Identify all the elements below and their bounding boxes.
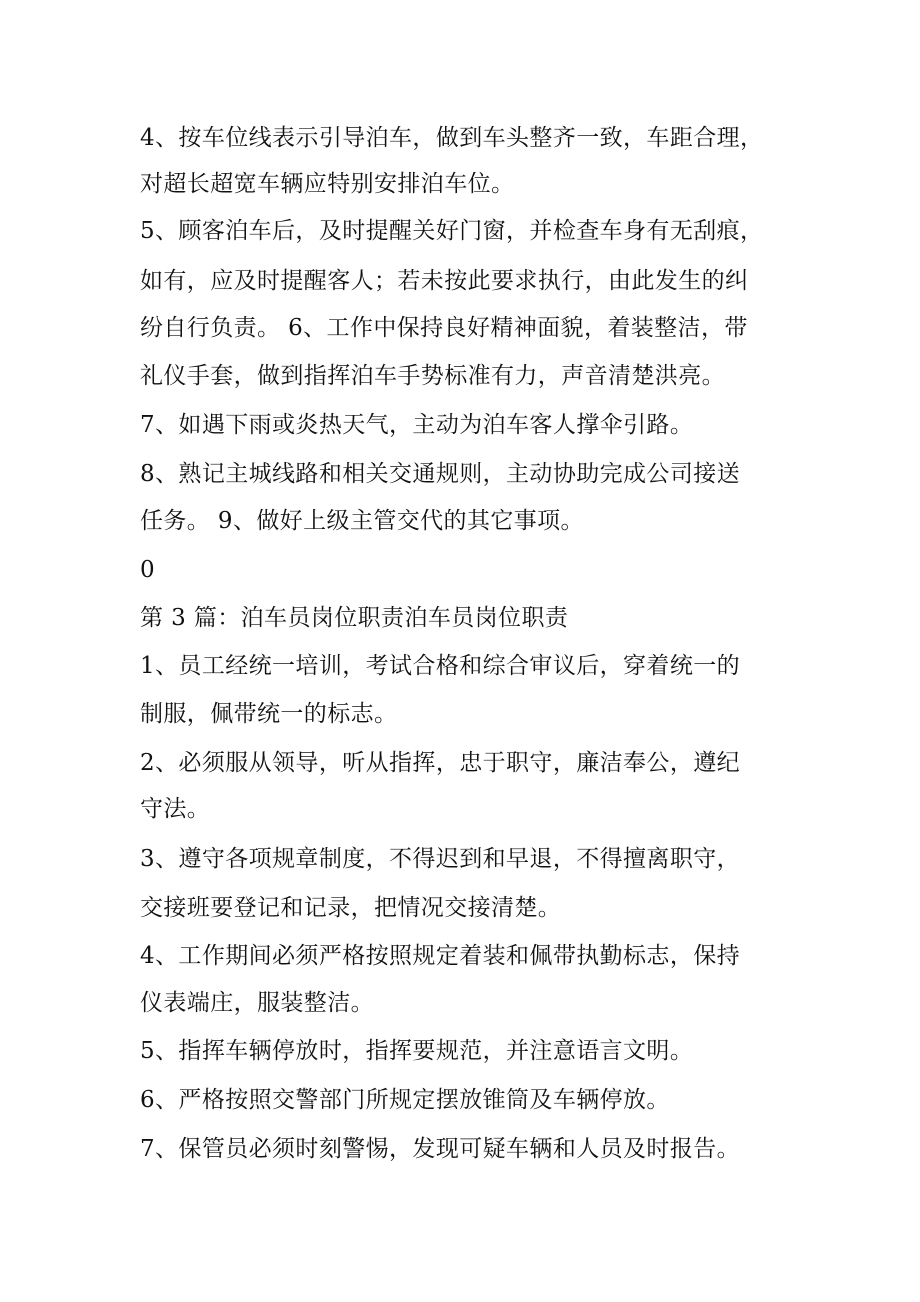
text-line: 8、熟记主城线路和相关交通规则，主动协助完成公司接送 xyxy=(140,461,741,487)
text-line: 6、严格按照交警部门所规定摆放锥筒及车辆停放。 xyxy=(140,1087,670,1113)
text-line: 4、工作期间必须严格按照规定着装和佩带执勤标志，保持 xyxy=(140,943,741,969)
text-line: 5、指挥车辆停放时，指挥要规范，并注意语言文明。 xyxy=(140,1038,694,1064)
text-line: 纷自行负责。 6、工作中保持良好精神面貌，着装整洁，带 xyxy=(140,315,748,341)
text-line: 3、遵守各项规章制度，不得迟到和早退，不得擅离职守， xyxy=(140,846,741,872)
text-line: 制服，佩带统一的标志。 xyxy=(140,701,398,727)
text-line: 交接班要登记和记录，把情况交接清楚。 xyxy=(140,895,562,921)
text-line: 对超长超宽车辆应特别安排泊车位。 xyxy=(140,171,515,197)
text-line: 任务。 9、做好上级主管交代的其它事项。 xyxy=(140,508,584,534)
text-line: 如有，应及时提醒客人；若未按此要求执行，由此发生的纠 xyxy=(140,268,749,294)
text-line: 7、如遇下雨或炎热天气，主动为泊车客人撑伞引路。 xyxy=(140,412,694,438)
text-line: 礼仪手套，做到指挥泊车手势标准有力，声音清楚洪亮。 xyxy=(140,363,725,389)
text-line: 守法。 xyxy=(140,796,211,822)
text-line: 仪表端庄，服装整洁。 xyxy=(140,990,374,1016)
text-line: 0 xyxy=(140,557,156,583)
text-line: 2、必须服从领导，听从指挥，忠于职守，廉洁奉公，遵纪 xyxy=(140,750,741,776)
text-line: 5、顾客泊车后，及时提醒关好门窗，并检查车身有无刮痕， xyxy=(140,218,764,244)
text-line: 4、按车位线表示引导泊车，做到车头整齐一致，车距合理， xyxy=(140,125,764,151)
section-heading: 第 3 篇：泊车员岗位职责泊车员岗位职责 xyxy=(140,605,569,631)
text-line: 7、保管员必须时刻警惕，发现可疑车辆和人员及时报告。 xyxy=(140,1136,741,1162)
text-line: 1、员工经统一培训，考试合格和综合审议后，穿着统一的 xyxy=(140,653,741,679)
